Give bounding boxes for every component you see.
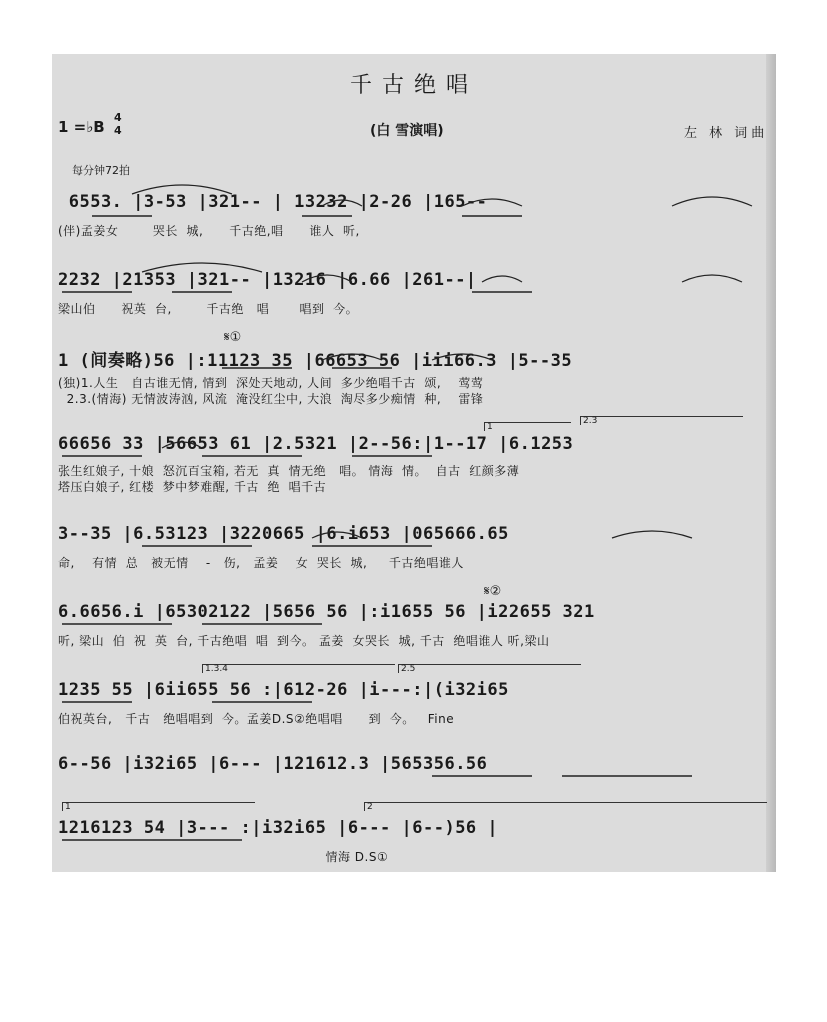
notation-line: 2232 |21353 |321-- |13216 |6.66 |261--| bbox=[58, 270, 477, 290]
lyric-line: 伯祝英台, 千古 绝唱唱到 今。孟姜D.S②绝唱唱 到 今。 Fine bbox=[58, 712, 455, 726]
volta-bracket: 2.3 bbox=[580, 416, 743, 425]
lyric-line: 听, 梁山 伯 祝 英 台, 千古绝唱 唱 到今。 孟姜 女哭长 城, 千古 绝唱谁人 听,梁山 bbox=[58, 634, 550, 648]
notation-line: 3--35 |6.53123 |3220665 |6.i653 |065666.65 bbox=[58, 524, 509, 544]
volta-bracket: 2 bbox=[364, 802, 767, 811]
volta-bracket: 1.3.4 bbox=[202, 664, 395, 673]
score-sheet bbox=[52, 54, 776, 872]
lyric-line: 塔压白娘子, 红楼 梦中梦难醒, 千古 绝 唱千古 bbox=[58, 480, 327, 494]
page-edge-shadow bbox=[766, 54, 776, 872]
lyric-line: (独)1.人生 自古谁无情, 情到 深处天地动, 人间 多少绝唱千古 颂, 莺莺 bbox=[58, 376, 484, 390]
performer-credit: (白 雪演唱) bbox=[370, 123, 444, 139]
key-label: 1 =♭B bbox=[58, 118, 105, 136]
notation-line: 66656 33 |56653 61 |2.5321 |2--56:|1--17 |6.1253 bbox=[58, 434, 574, 454]
lyric-line: 梁山伯 祝英 台, 千古绝 唱 唱到 今。 bbox=[58, 302, 359, 316]
slur bbox=[682, 275, 742, 282]
segno-marker-2: 𝄋② bbox=[484, 584, 502, 599]
volta-bracket: 1 bbox=[62, 802, 255, 811]
time-top: 4 bbox=[114, 111, 122, 124]
slur bbox=[612, 531, 692, 538]
lyric-line: 命, 有情 总 被无情 - 伤, 孟姜 女 哭长 城, 千古绝唱谁人 bbox=[58, 556, 464, 570]
notation-line: 6.6656.i |65302122 |5656 56 |:i1655 56 |i22655 321 bbox=[58, 602, 595, 622]
notation-line: 1235 55 |6ii655 56 :|612-26 |i---:|(i32i65 bbox=[58, 680, 509, 700]
volta-bracket: 1 bbox=[484, 422, 571, 431]
time-signature bbox=[114, 111, 122, 137]
tempo-marking: 每分钟72拍 bbox=[72, 164, 130, 177]
lyric-line: 张生红娘子, 十娘 怒沉百宝箱, 若无 真 情无绝 唱。 情海 情。 自古 红颜多薄 bbox=[58, 464, 520, 478]
song-title: 千古绝唱 bbox=[349, 73, 478, 98]
slur bbox=[672, 197, 752, 206]
notation-line: 6--56 |i32i65 |6--- |121612.3 |565356.56 bbox=[58, 754, 488, 774]
slur bbox=[482, 276, 522, 282]
volta-bracket: 2.5 bbox=[398, 664, 581, 673]
lyric-line: 情海 D.S① bbox=[58, 850, 389, 864]
notation-line: 6553. |3-53 |321-- | 13232 |2-26 |165-- bbox=[58, 192, 488, 212]
notation-line: 1 (间奏略)56 |:11123 35 |66653 56 |iii66.3 |5--35 bbox=[58, 351, 573, 371]
composer-credit: 左 林 词曲 bbox=[684, 126, 769, 141]
segno-marker-1: 𝄋① bbox=[224, 330, 242, 345]
time-bottom: 4 bbox=[114, 124, 122, 137]
key-signature bbox=[58, 111, 122, 137]
lyric-line: (伴)孟姜女 哭长 城, 千古绝,唱 谁人 听, bbox=[58, 224, 360, 238]
lyric-line: 2.3.(情海) 无情波涛汹, 风流 淹没红尘中, 大浪 淘尽多少痴情 种, 雷锋 bbox=[58, 392, 484, 406]
notation-line: 1216123 54 |3--- :|i32i65 |6--- |6--)56 | bbox=[58, 818, 499, 838]
